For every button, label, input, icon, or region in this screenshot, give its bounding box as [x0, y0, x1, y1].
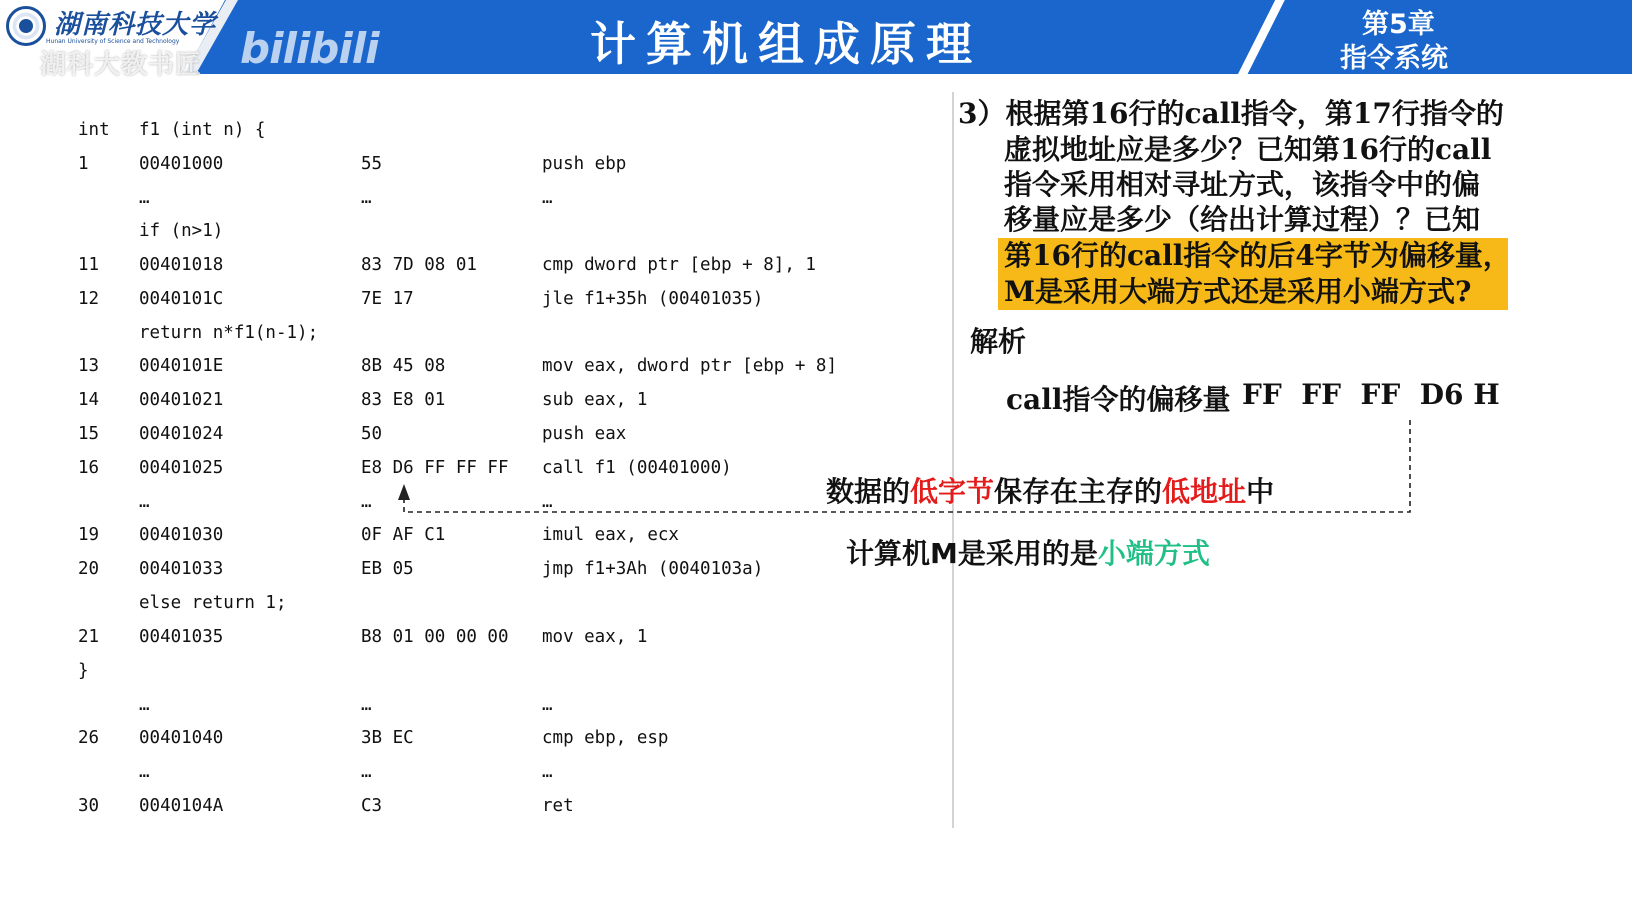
question-line: 虚拟地址应是多少？已知第16行的call: [1004, 133, 1492, 166]
code-cell-num: }: [78, 661, 89, 681]
code-cell-bytes: EB 05: [361, 559, 414, 579]
code-cell-num: 14: [78, 390, 100, 410]
code-cell-asm: cmp ebp, esp: [542, 728, 669, 748]
code-cell-asm: …: [542, 188, 553, 208]
code-cell-addr: 0040101E: [139, 356, 224, 376]
code-cell-num: 20: [78, 559, 100, 579]
code-cell-asm: jmp f1+3Ah (0040103a): [542, 559, 764, 579]
chapter-name: 指令系统: [1340, 43, 1448, 74]
university-name-en: Hunan University of Science and Technology: [46, 38, 180, 45]
course-title: 计算机组成原理: [590, 17, 982, 71]
code-cell-asm: …: [542, 492, 553, 512]
code-cell-num: 15: [78, 424, 100, 444]
question-line-highlighted: M是采用大端方式还是采用小端方式?: [1004, 275, 1472, 308]
code-cell-bytes: 55: [361, 154, 383, 174]
code-cell-addr: 00401000: [139, 154, 224, 174]
note-text: 中: [1246, 475, 1275, 508]
code-cell-asm: …: [542, 762, 553, 782]
code-cell-addr: …: [139, 492, 150, 512]
code-header-type: int: [78, 120, 110, 140]
bilibili-watermark: bilibili: [240, 24, 379, 73]
code-cell-addr: return n*f1(n-1);: [139, 323, 319, 343]
code-cell-addr: 00401021: [139, 390, 224, 410]
code-cell-bytes: 0F AF C1: [361, 525, 446, 545]
question-line: 指令采用相对寻址方式，该指令中的偏: [1004, 168, 1481, 201]
code-cell-asm: sub eax, 1: [542, 390, 648, 410]
question-line: 3）根据第16行的call指令，第17行指令的: [958, 97, 1504, 130]
code-cell-num: 19: [78, 525, 100, 545]
code-cell-addr: 00401018: [139, 255, 224, 275]
code-cell-num: 21: [78, 627, 100, 647]
code-cell-bytes: 3B EC: [361, 728, 414, 748]
code-cell-addr: 00401030: [139, 525, 224, 545]
code-cell-num: 26: [78, 728, 100, 748]
code-cell-bytes: …: [361, 188, 372, 208]
code-cell-asm: mov eax, 1: [542, 627, 648, 647]
chapter-number: 第5章: [1362, 9, 1435, 40]
code-cell-bytes: …: [361, 695, 372, 715]
offset-label: call指令的偏移量: [1006, 383, 1231, 416]
code-cell-addr: 0040104A: [139, 796, 224, 816]
code-cell-addr: …: [139, 188, 150, 208]
code-cell-bytes: B8 01 00 00 00: [361, 627, 509, 647]
code-cell-addr: 00401040: [139, 728, 224, 748]
code-cell-addr: 0040101C: [139, 289, 224, 309]
code-header-signature: f1 (int n) {: [139, 120, 266, 140]
code-cell-asm: jle f1+35h (00401035): [542, 289, 764, 309]
code-cell-num: 30: [78, 796, 100, 816]
question-line: 移量应是多少（给出计算过程）？已知: [1004, 203, 1481, 236]
code-cell-asm: push eax: [542, 424, 627, 444]
code-cell-asm: push ebp: [542, 154, 627, 174]
code-cell-num: 16: [78, 458, 100, 478]
code-cell-bytes: 8B 45 08: [361, 356, 446, 376]
code-cell-addr: 00401033: [139, 559, 224, 579]
code-cell-asm: cmp dword ptr [ebp + 8], 1: [542, 255, 816, 275]
note-text: 数据的: [826, 475, 911, 508]
note-emphasis-low-byte: 低字节: [910, 475, 995, 508]
code-cell-addr: if (n>1): [139, 221, 224, 241]
question-line-highlighted: 第16行的call指令的后4字节为偏移量，: [1004, 239, 1511, 272]
code-cell-addr: …: [139, 762, 150, 782]
code-cell-asm: …: [542, 695, 553, 715]
code-cell-asm: call f1 (00401000): [542, 458, 732, 478]
code-cell-bytes: …: [361, 762, 372, 782]
code-cell-num: 11: [78, 255, 100, 275]
code-cell-bytes: 7E 17: [361, 289, 414, 309]
note-conclusion: [846, 532, 1210, 572]
code-cell-bytes: 50: [361, 424, 383, 444]
code-cell-bytes: 83 E8 01: [361, 390, 446, 410]
code-cell-num: 12: [78, 289, 100, 309]
code-cell-bytes: …: [361, 492, 372, 512]
code-cell-addr: 00401024: [139, 424, 224, 444]
university-name-cn: 湖南科技大学: [54, 10, 217, 40]
code-cell-asm: ret: [542, 796, 574, 816]
code-cell-bytes: C3: [361, 796, 383, 816]
code-cell-bytes: E8 D6 FF FF FF: [361, 458, 509, 478]
note-text: 保存在主存的: [994, 475, 1163, 508]
note-emphasis-low-address: 低地址: [1162, 475, 1247, 508]
offset-bytes: FF FF FF D6 H: [1242, 378, 1500, 411]
code-cell-addr: else return 1;: [139, 593, 287, 613]
note-byte-order: [826, 470, 1274, 510]
code-cell-num: 1: [78, 154, 89, 174]
channel-watermark: 湖科大教书匠: [40, 50, 203, 80]
code-cell-num: 13: [78, 356, 100, 376]
conclusion-text: 计算机M是采用的是: [846, 537, 1098, 570]
code-cell-addr: 00401035: [139, 627, 224, 647]
code-cell-addr: 00401025: [139, 458, 224, 478]
code-cell-asm: imul eax, ecx: [542, 525, 679, 545]
code-cell-bytes: 83 7D 08 01: [361, 255, 477, 275]
analysis-label: 解析: [970, 325, 1027, 358]
conclusion-little-endian: 小端方式: [1097, 537, 1210, 570]
code-cell-addr: …: [139, 695, 150, 715]
arrow-head-icon: [398, 484, 410, 500]
code-cell-asm: mov eax, dword ptr [ebp + 8]: [542, 356, 838, 376]
